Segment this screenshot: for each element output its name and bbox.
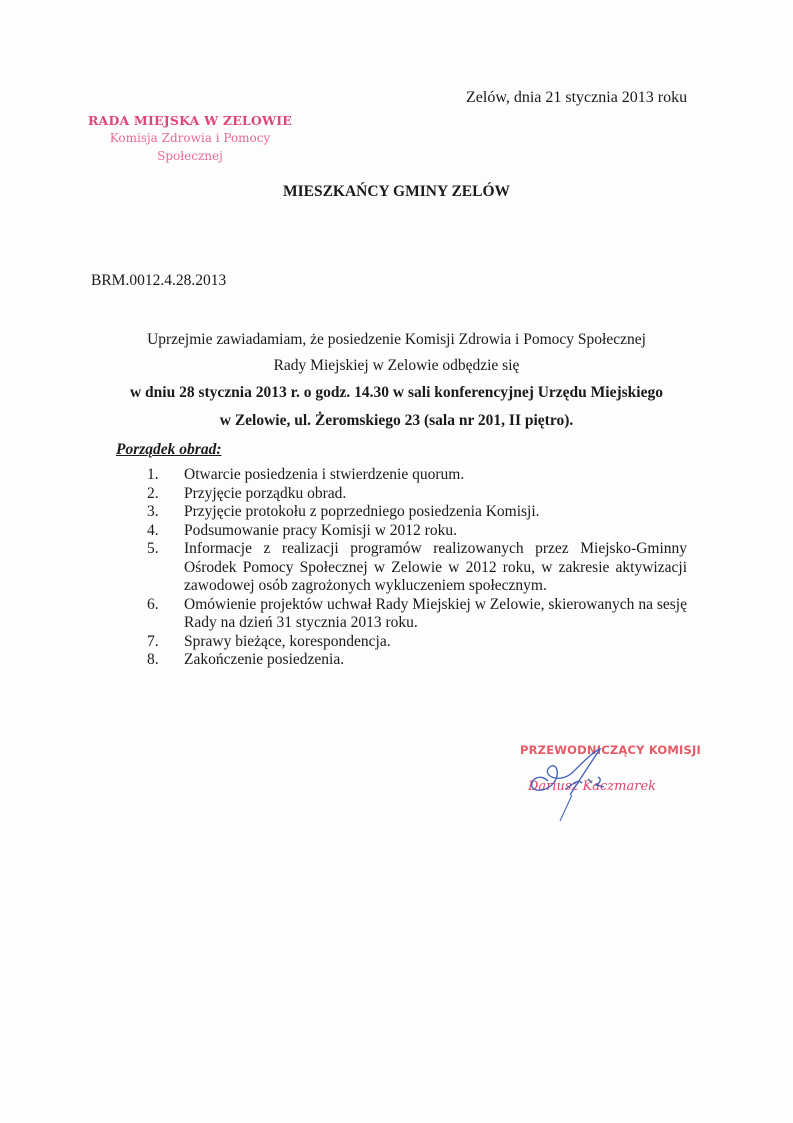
agenda-list [147,466,687,670]
agenda-item [147,522,687,541]
reference-number: BRM.0012.4.28.2013 [91,272,227,289]
stamp-committee-line1: Komisja Zdrowia i Pomocy [109,131,271,145]
signature-block [520,743,710,794]
council-stamp [70,113,310,164]
stamp-committee-line2: Społecznej [157,149,223,163]
stamp-council-name: RADA MIEJSKA W ZELOWIE [87,113,293,128]
agenda-item [147,651,687,670]
agenda-item-number: 4. [147,521,159,539]
agenda-item-text: Otwarcie posiedzenia i stwierdzenie quorum. [184,466,465,483]
agenda-item [147,540,687,596]
meeting-details-line-2: w Zelowie, ul. Żeromskiego 23 (sala nr 201, II piętro). [219,412,574,429]
agenda-item-number: 1. [147,466,159,483]
handwritten-signature-icon [520,743,710,823]
intro-line-2: Rady Miejskiej w Zelowie odbędzie się [273,357,520,374]
recipient-heading: MIESZKAŃCY GMINY ZELÓW [282,183,511,200]
meeting-details-line-1: w dniu 28 stycznia 2013 r. o godz. 14.30 w sali konferencyjnej Urzędu Miejskiego [129,384,663,401]
agenda-item-text: Zakończenie posiedzenia. [184,651,345,668]
intro-line-1: Uprzejmie zawiadamiam, że posiedzenie Komisji Zdrowia i Pomocy Społecznej [147,331,646,348]
agenda-item-number: 2. [147,484,159,502]
agenda-item-number: 6. [147,595,159,613]
agenda-item-number: 5. [147,540,159,557]
agenda-item [147,633,687,652]
agenda-item-number: 8. [147,651,159,668]
agenda-item-text: Przyjęcie protokołu z poprzedniego posiedzenia Komisji. [184,503,540,520]
agenda-item-text: Przyjęcie porządku obrad. [184,484,347,502]
agenda-item [147,466,687,485]
agenda-item-number: 7. [147,632,159,650]
agenda-item-number: 3. [147,503,159,520]
agenda-item-text: Informacje z realizacji programów realizowanych przez Miejsko-Gminny Ośrodek Pomocy Społecznej w Zelowie w 2012 roku, w zakresie aktywizacji zawodowej osób zagrożonych wykluczeniem społecznym. [184,540,687,594]
document-date: Zelów, dnia 21 stycznia 2013 roku [466,89,688,106]
signature-title-stamp: PRZEWODNICZĄCY KOMISJI [520,743,701,757]
signatory-name-stamp: Dariusz Kaczmarek [528,779,657,794]
agenda-item [147,596,687,633]
agenda-item [147,503,687,522]
agenda-item-text: Sprawy bieżące, korespondencja. [184,632,391,650]
agenda-item-text: Podsumowanie pracy Komisji w 2012 roku. [184,521,457,539]
agenda-item [147,485,687,504]
agenda-item-text: Omówienie projektów uchwał Rady Miejskiej w Zelowie, skierowanych na sesję Rady na dzień 31 stycznia 2013 roku. [184,595,687,631]
agenda-title: Porządek obrad: [116,441,222,458]
